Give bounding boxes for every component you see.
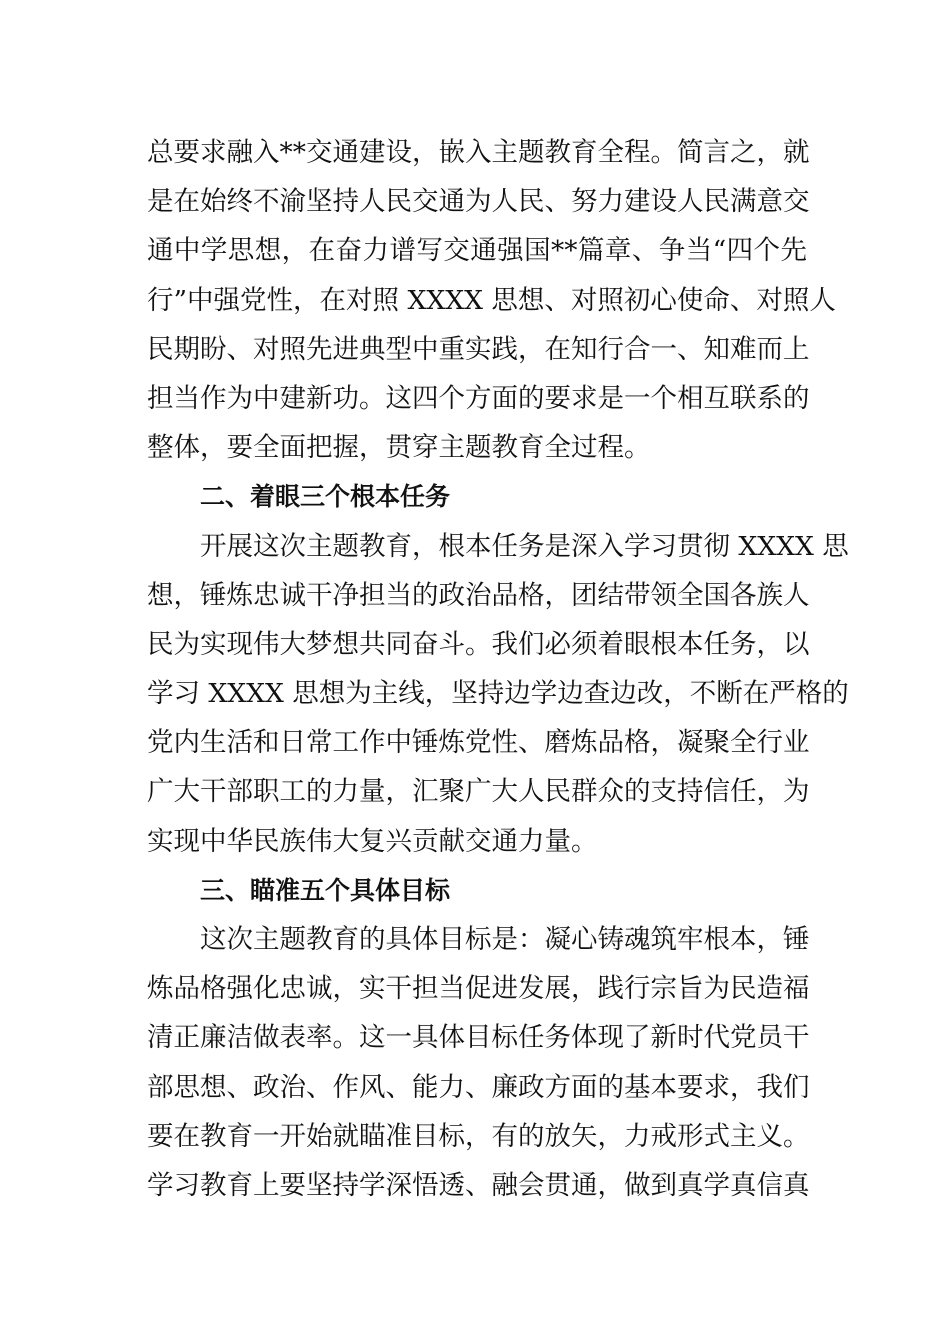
text-line: 学习教育上要坚持学深悟透、融会贯通，做到真学真信真 bbox=[147, 1169, 810, 1201]
text-line: 学习 XXXX 思想为主线，坚持边学边查边改，不断在严格的 bbox=[147, 678, 849, 710]
text-line: 担当作为中建新功。这四个方面的要求是一个相互联系的 bbox=[147, 382, 810, 414]
paragraph-1 bbox=[147, 128, 836, 472]
text-line: 党内生活和日常工作中锤炼党性、磨炼品格，凝聚全行业 bbox=[147, 727, 810, 759]
text-line: 广大干部职工的力量，汇聚广大人民群众的支持信任，为 bbox=[147, 776, 810, 808]
text-line: 通中学思想，在奋力谱写交通强国**篇章、争当“四个先 bbox=[147, 235, 807, 267]
text-line: 总要求融入**交通建设，嵌入主题教育全程。简言之，就 bbox=[147, 137, 810, 168]
text-line: 开展这次主题教育，根本任务是深入学习贯彻 XXXX 思 bbox=[200, 530, 849, 562]
text-line: 民为实现伟大梦想共同奋斗。我们必须着眼根本任务，以 bbox=[147, 628, 810, 660]
document-body bbox=[147, 128, 849, 1210]
text-line: 这次主题教育的具体目标是：凝心铸魂筑牢根本，锤 bbox=[200, 924, 810, 955]
text-line: 实现中华民族伟大复兴贡献交通力量。 bbox=[147, 825, 598, 857]
text-line: 是在始终不渝坚持人民交通为人民、努力建设人民满意交 bbox=[147, 186, 810, 218]
section-heading-3: 三、瞄准五个具体目标 bbox=[200, 875, 451, 905]
paragraph-3 bbox=[147, 915, 810, 1210]
section-heading-2: 二、着眼三个根本任务 bbox=[200, 482, 451, 512]
text-line: 部思想、政治、作风、能力、廉政方面的基本要求，我们 bbox=[147, 1071, 810, 1103]
text-line: 要在教育一开始就瞄准目标，有的放矢，力戒形式主义。 bbox=[147, 1120, 810, 1152]
text-line: 整体，要全面把握，贯穿主题教育全过程。 bbox=[147, 432, 651, 464]
text-line: 行”中强党性，在对照 XXXX 思想、对照初心使命、对照人 bbox=[147, 284, 836, 316]
paragraph-2 bbox=[147, 522, 849, 866]
text-line: 清正廉洁做表率。这一具体目标任务体现了新时代党员干 bbox=[147, 1022, 810, 1054]
text-line: 民期盼、对照先进典型中重实践，在知行合一、知难而上 bbox=[147, 333, 810, 365]
text-line: 想，锤炼忠诚干净担当的政治品格，团结带领全国各族人 bbox=[147, 579, 810, 611]
text-line: 炼品格强化忠诚，实干担当促进发展，践行宗旨为民造福 bbox=[147, 973, 810, 1005]
